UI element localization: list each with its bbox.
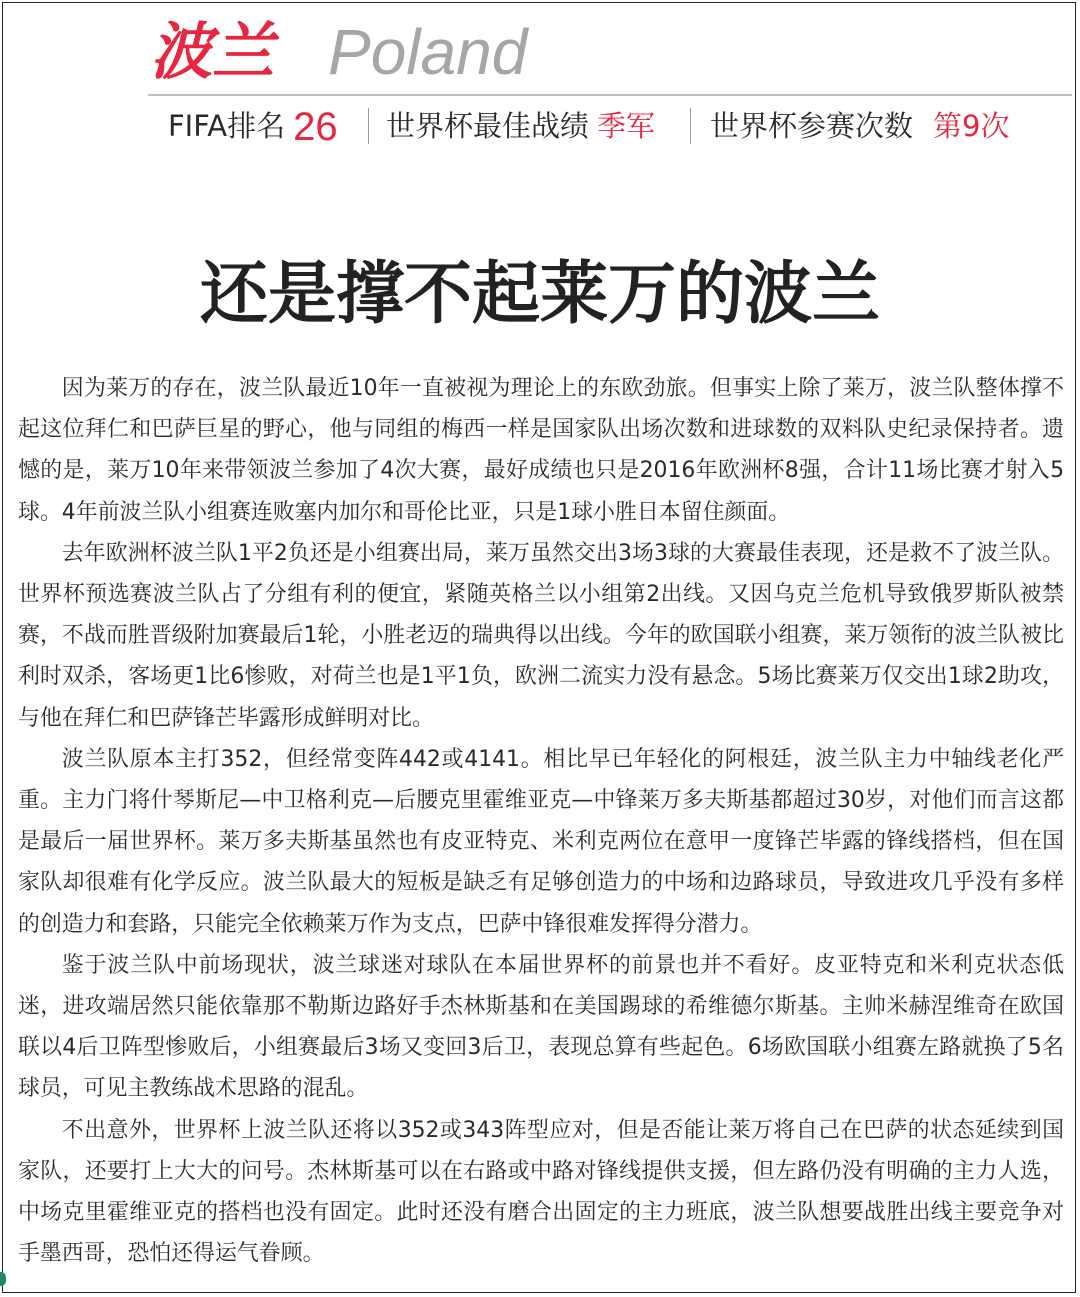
stat-separator <box>690 108 691 144</box>
article-paragraph: 波兰队原本主打352，但经常变阵442或4141。相比早已年轻化的阿根廷，波兰队主力中轴线老化严重。主力门将什琴斯尼—中卫格利克—后腰克里霍维亚克—中锋莱万多夫斯基都超过30岁，对他们而言这都是最后一届世界杯。莱万多夫斯基虽然也有皮亚特克、米利克两位在意甲一度锋芒毕露的锋线搭档，但在国家队却很难有化学反应。波兰队最大的短板是缺乏有足够创造力的中场和边路球员，导致进攻几乎没有多样的创造力和套路，只能完全依赖莱万作为支点，巴萨中锋很难发挥得分潜力。 <box>18 746 1064 937</box>
stat-value: 第9次 <box>933 109 1010 143</box>
stat-label: 世界杯参赛次数 <box>710 109 914 143</box>
stat-label: 世界杯最佳战绩 <box>386 109 590 143</box>
stat-value: 26 <box>293 105 338 149</box>
article-headline: 还是撑不起莱万的波兰 <box>199 255 880 334</box>
title-divider <box>148 94 1072 96</box>
article-paragraph: 不出意外，世界杯上波兰队还将以352或343阵型应对，但是否能让莱万将自己在巴萨的状态延续到国家队，还要打上大大的问号。杰林斯基可以在右路或中路对锋线提供支援，但左路仍没有明确的主力人选，中场克里霍维亚克的搭档也没有固定。此时还没有磨合出固定的主力班底，波兰队想要战胜出线主要竞争对手墨西哥，恐怕还得运气眷顾。 <box>18 1117 1064 1267</box>
stat-best-result <box>386 100 655 156</box>
stat-appearances <box>710 100 1009 156</box>
stat-fifa-rank <box>168 100 338 156</box>
stat-value: 季军 <box>597 109 656 143</box>
article-paragraph: 鉴于波兰队中前场现状，波兰球迷对球队在本届世界杯的前景也并不看好。皮亚特克和米利克状态低迷，进攻端居然只能依靠那不勒斯边路好手杰林斯基和在美国踢球的希维德尔斯基。主帅米赫涅维奇在欧国联以4后卫阵型惨败后，小组赛最后3场又变回3后卫，表现总算有些起色。6场欧国联小组赛左路就换了5名球员，可见主教练战术思路的混乱。 <box>18 952 1064 1102</box>
country-name-english: Poland <box>328 16 528 88</box>
stat-separator <box>368 108 369 144</box>
article-paragraph: 去年欧洲杯波兰队1平2负还是小组赛出局，莱万虽然交出3场3球的大赛最佳表现，还是救不了波兰队。世界杯预选赛波兰队占了分组有利的便宜，紧随英格兰以小组第2出线。又因乌克兰危机导致俄罗斯队被禁赛，不战而胜晋级附加赛最后1轮，小胜老迈的瑞典得以出线。今年的欧国联小组赛，莱万领衔的波兰队被比利时双杀，客场更1比6惨败，对荷兰也是1平1负，欧洲二流实力没有悬念。5场比赛莱万仅交出1球2助攻，与他在拜仁和巴萨锋芒毕露形成鲜明对比。 <box>18 540 1064 731</box>
article-body <box>18 368 1064 1274</box>
stat-label: FIFA排名 <box>168 109 286 143</box>
article-paragraph: 因为莱万的存在，波兰队最近10年一直被视为理论上的东欧劲旅。但事实上除了莱万，波兰队整体撑不起这位拜仁和巴萨巨星的野心，他与同组的梅西一样是国家队出场次数和进球数的双料队史纪录保持者。遗憾的是，莱万10年来带领波兰参加了4次大赛，最好成绩也只是2016年欧洲杯8强，合计11场比赛才射入5球。4年前波兰队小组赛连败塞内加尔和哥伦比亚，只是1球小胜日本留住颜面。 <box>18 376 1064 525</box>
country-name-chinese: 波兰 <box>150 15 275 88</box>
